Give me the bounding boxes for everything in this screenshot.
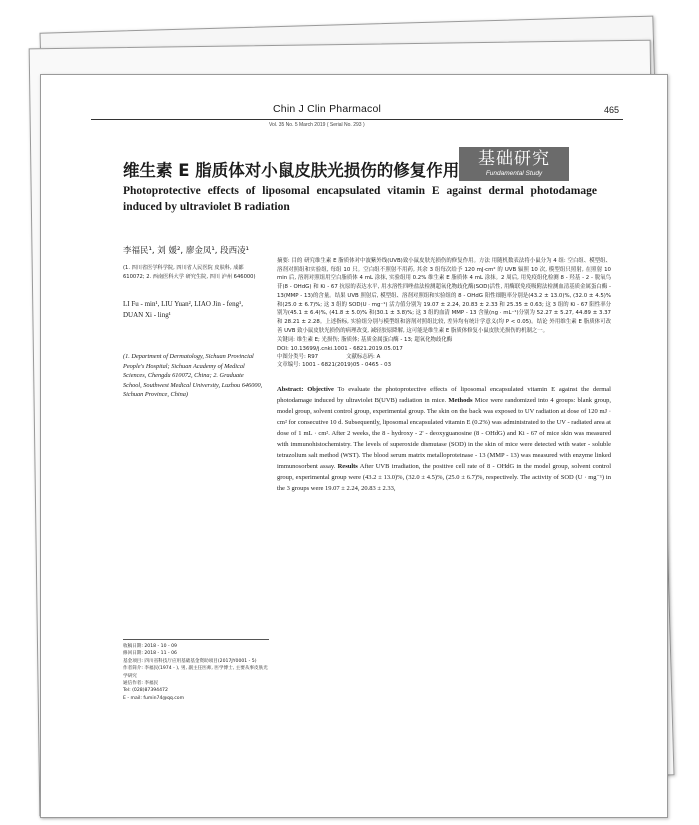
author-column: [123, 245, 263, 400]
author-bio: 作者简介: 李福民(1974 - ), 男, 副主任医师, 医学博士, 主要从事皮肤光学研究: [123, 666, 268, 679]
abstract-objective-text: To evaluate the photoprotective effects of liposomal encapsulated vitamin E against the dermal photodamage induced by ultraviolet B(UVB) radiation in mice.: [277, 385, 611, 404]
affiliation-chinese: (1. 四川省医学科学院, 四川省人民医院 皮肤科, 成都 610072; 2. 西南医科大学 研究生院, 四川 泸州 646000): [123, 265, 256, 280]
paper-page: [40, 74, 668, 818]
section-badge-en: Fundamental Study: [485, 170, 543, 177]
header-rule: [91, 119, 623, 120]
email: E - mail: fumin74@qq.com: [123, 695, 185, 701]
abstract-chinese: 摘要: 目的 研究维生素 E 脂质体对中波紫外线(UVB)致小鼠皮肤光损伤的修复作用。方法 用随机数表法将小鼠分为 4 组: 空白组、模型组、溶剂对照组和实验组, 每组 10 只。空白组不照射不用药, 其余 3 组每次给予 120 mJ·cm² 的 UVB 辐照 10 次, 模型组只照射, 在照射 10 min 后, 溶剂对照组用空白脂质体 4 mL 涂抹, 实验组用 0.2% 维生素 E 脂质体 4 mL 涂抹。2 周后, 用免疫组化检测 8 - 羟基 - 2 - 脱氧鸟苷(8 - OHdG) 和 Ki - 67 抗原的表达水平, 用水溶性四唑盐法检测超氧化物歧化酶(SOD)活性, 用酶联免疫吸附法检测血清基质金属蛋白酶 - 13(MMP - 13)的含量。结果 UVB 照射后, 模型组、溶剂对照组和实验组的 8 - OHdG 阳性细胞率分别是(43.2 ± 13.0)%, (32.0 ± 4.5)% 和(25.0 ± 6.7)%; 这 3 组的 SOD(U · mg⁻¹) 活力值分别为 19.07 ± 2.24, 20.83 ± 2.33 和 25.35 ± 0.63; 这 3 组的 Ki - 67 阳性率分别为(45.1 ± 6.4)%, (41.8 ± 5.0)% 和(30.1 ± 3.8)%; 这 3 组的血清 MMP - 13 含量(ng · mL⁻¹)分别为 52.27 ± 5.27, 44.89 ± 3.37 和 28.21 ± 2.28。上述指标, 实验组分别与模型组和溶剂对照组比较, 差异均有统计学意义(均 P < 0.05)。结论 外用维生素 E 脂质体可改善 UVB 致小鼠皮肤光损伤的病理改变, 减轻胶原降解, 这可能是维生素 E 脂质体修复小鼠皮肤光损伤的机制之一。: [277, 258, 611, 334]
abstract-column: [277, 257, 611, 494]
section-badge: [459, 147, 569, 181]
abstract-results-text: After UVB irradiation, the positive cell rate of 8 - OHdG in the model group, solvent control group, experimental group were (43.2 ± 13.0)%, (32.0 ± 4.5)%, (25.0 ± 6.7)%, respectively. The activity of SOD (U · mg⁻¹) in the 3 groups were 19.07 ± 2.24, 20.83 ± 2.33,: [277, 462, 611, 492]
classification-row: [277, 353, 611, 361]
authors-chinese: 李福民¹, 刘 媛², 廖金凤¹, 段西凌¹: [123, 246, 250, 256]
title-english: Photoprotective effects of liposomal encapsulated vitamin E against dermal photodamage induced by ultraviolet B radiation: [123, 185, 597, 213]
article-metadata: [277, 336, 611, 369]
section-badge-cn: 基础研究: [478, 149, 550, 169]
abstract-methods-text: Mice were randomized into 4 groups: blank group, model group, solvent control group, experimental group. The skin on the back was exposed to UV radiation at dose of 120 mJ · cm² for consecutive 10 d. Subsequently, liposomal encapsulated vitamin E (0.2%) was administrated to the UV - radiated area at dose of 1 mL · cm². After 2 weeks, the 8 - hydroxy - 2' - deoxyguanosine (8 - OHdG) and Ki - 67 of mice skin was measured with immunohistochemistry. The levels of superoxide dismutase (SOD) in the skin of mice were detected with water - soluble tetrazolium salt method (WST). The blood serum matrix metalloproteinase - 13 (MMP - 13) was measured with enzyme linked immunosorbent assay.: [277, 396, 611, 470]
abstract-objective-label: Abstract: Objective: [277, 385, 334, 393]
telephone: Tel: (028)87394472: [123, 688, 168, 694]
title-chinese: 维生素 E 脂质体对小鼠皮肤光损伤的修复作用: [123, 161, 460, 180]
abstract-english: [277, 384, 611, 494]
journal-name: Chin J Clin Pharmacol: [273, 103, 382, 115]
clc-number: 中图分类号: R97: [277, 353, 319, 360]
issue-line: Vol. 35 No. 5 March 2019 ( Serial No. 293 ): [269, 122, 365, 128]
corresponding-author: 通信作者: 李福民: [123, 681, 159, 687]
revised-date: 修回日期: 2018 - 11 - 06: [123, 651, 177, 657]
footnote: [123, 639, 269, 702]
received-date: 收稿日期: 2018 - 10 - 09: [123, 644, 177, 649]
affiliation-english: (1. Department of Dermatology, Sichuan Provincial People's Hospital; Sichuan Academy of Medical Sciences, Chengdu 610072, China; 2. Graduate School, Southwest Medical University, Luzhou 646000, Sichuan Province, China): [123, 353, 263, 398]
fund-info: 基金项目: 四川省科技厅应用基础基金资助项目(2017JY0001 - 5): [123, 658, 257, 664]
article-id: 文章编号: 1001 - 6821(2019)05 - 0465 - 03: [277, 362, 392, 369]
keywords: 关键词: 维生素 E; 光损伤; 脂质体; 基质金属蛋白酶 - 13; 超氧化物歧化酶: [277, 337, 453, 344]
doi: DOI: 10.13699/j.cnki.1001 - 6821.2019.05.017: [277, 345, 403, 352]
abstract-results-label: Results: [337, 462, 358, 470]
abstract-methods-label: Methods: [448, 396, 473, 404]
authors-english: LI Fu - min¹, LIU Yuan², LIAO Jin - feng¹, DUAN Xi - ling¹: [123, 300, 243, 319]
page-number: 465: [603, 105, 619, 115]
document-code: 文献标志码: A: [346, 353, 381, 360]
